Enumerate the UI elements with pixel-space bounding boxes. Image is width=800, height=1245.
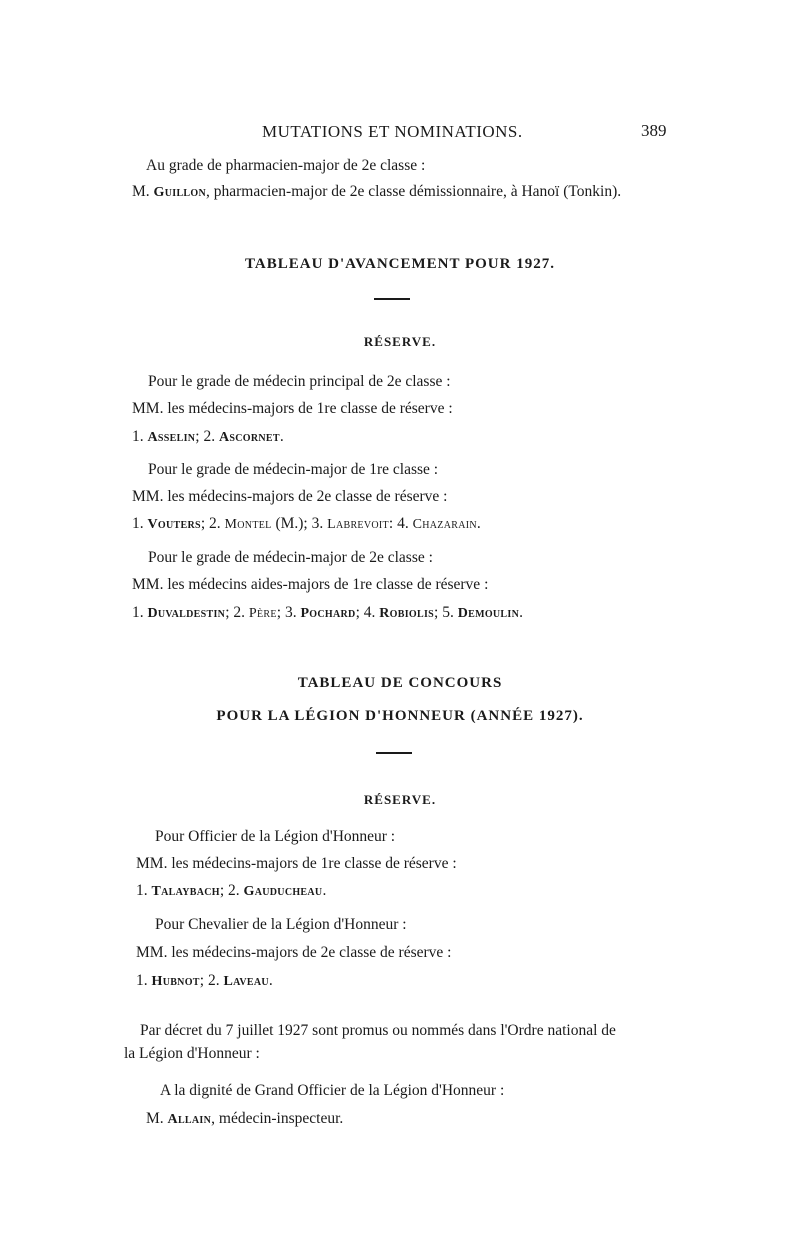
decret-line2: la Légion d'Honneur : [124, 1045, 260, 1062]
group-who: MM. les médecins-majors de 2e classe de réserve : [136, 944, 452, 961]
list-number: 1. [132, 515, 144, 532]
group-list [136, 972, 273, 990]
punctuation: . [519, 604, 523, 621]
list-number: 1. [136, 972, 148, 989]
punctuation: ; [219, 882, 225, 899]
entry-name: Guillon [153, 185, 206, 200]
entry-rest: , pharmacien-major de 2e classe démissionnaire, à Hanoï (Tonkin). [206, 183, 622, 200]
person-name: Vouters [147, 517, 201, 532]
running-title: MUTATIONS ET NOMINATIONS. [262, 122, 523, 141]
list-number: 2. [228, 882, 240, 899]
punctuation: ; [195, 428, 200, 445]
person-name: Allain [167, 1112, 212, 1127]
punctuation: : [388, 515, 394, 532]
person-name: Gauducheau [243, 884, 323, 899]
pharma-entry [132, 183, 621, 201]
list-number: 2. [233, 604, 246, 621]
list-number: 4. [363, 604, 376, 621]
text-span: , médecin-inspecteur. [211, 1110, 344, 1127]
punctuation: ; [303, 515, 308, 532]
text-span: M. [146, 1110, 164, 1127]
pharma-grade: Au grade de pharmacien-major de 2e classe : [146, 157, 426, 174]
person-name: Laveau [223, 974, 269, 989]
list-number: 3. [311, 515, 324, 532]
person-name: Ascornet [218, 430, 280, 445]
punctuation: . [476, 515, 481, 532]
page-number: 389 [641, 121, 667, 140]
name-initial: (M.) [275, 515, 304, 532]
punctuation: ; [276, 604, 282, 621]
concours-title: TABLEAU DE CONCOURS [297, 675, 503, 691]
person-name: Pochard [300, 606, 356, 621]
person-name: Montel [224, 517, 272, 532]
person-name: Demoulin [457, 606, 520, 621]
avancement-title: TABLEAU D'AVANCEMENT POUR 1927. [245, 256, 555, 272]
list-number: 2. [203, 428, 216, 445]
person-name: Hubnot [151, 974, 200, 989]
group-list [132, 604, 523, 622]
decret-entry [146, 1110, 343, 1128]
punctuation: . [322, 882, 327, 899]
list-number: 1. [132, 604, 144, 621]
person-name: Talaybach [151, 884, 220, 899]
person-name: Père [248, 606, 277, 621]
entry-prefix: M. [132, 183, 150, 200]
group-list [132, 515, 481, 533]
group-who: MM. les médecins-majors de 1re classe de réserve : [136, 855, 457, 872]
list-number: 2. [207, 972, 220, 989]
decret-line1: Par décret du 7 juillet 1927 sont promus ou nommés dans l'Ordre national de [140, 1022, 616, 1039]
avancement-subtitle: RÉSERVE. [363, 334, 437, 349]
person-name: Robiolis [379, 606, 435, 621]
decret-dignity: A la dignité de Grand Officier de la Légion d'Honneur : [160, 1082, 505, 1099]
group-who: MM. les médecins-majors de 2e classe de réserve : [132, 488, 448, 505]
list-number: 2. [209, 515, 221, 532]
punctuation: ; [355, 604, 360, 621]
group-list [132, 428, 284, 446]
group-grade: Pour le grade de médecin-major de 2e classe : [148, 549, 433, 566]
person-name: Chazarain [412, 517, 477, 532]
punctuation: ; [434, 604, 439, 621]
group-grade: Pour le grade de médecin-major de 1re classe : [148, 461, 439, 478]
list-number: 5. [442, 604, 454, 621]
group-who: MM. les médecins-majors de 1re classe de réserve : [132, 400, 453, 417]
person-name: Duvaldestin [147, 606, 226, 621]
concours-subtitle: RÉSERVE. [363, 792, 437, 807]
group-grade: Pour Officier de la Légion d'Honneur : [155, 828, 396, 845]
punctuation: ; [199, 972, 205, 989]
concours-title-line2: POUR LA LÉGION D'HONNEUR (ANNÉE 1927). [216, 708, 584, 724]
punctuation: . [279, 428, 284, 445]
group-grade: Pour le grade de médecin principal de 2e classe : [148, 373, 451, 390]
punctuation: ; [225, 604, 230, 621]
punctuation: ; [200, 515, 206, 532]
list-number: 1. [136, 882, 148, 899]
divider-rule [374, 298, 410, 300]
person-name: Asselin [147, 430, 196, 445]
group-list [136, 882, 326, 900]
list-number: 1. [132, 428, 144, 445]
list-number: 4. [397, 515, 409, 532]
list-number: 3. [284, 604, 297, 621]
punctuation: . [268, 972, 273, 989]
group-grade: Pour Chevalier de la Légion d'Honneur : [155, 916, 407, 933]
divider-rule [376, 752, 412, 754]
person-name: Labrevoit [327, 517, 389, 532]
group-who: MM. les médecins aides-majors de 1re classe de réserve : [132, 576, 489, 593]
